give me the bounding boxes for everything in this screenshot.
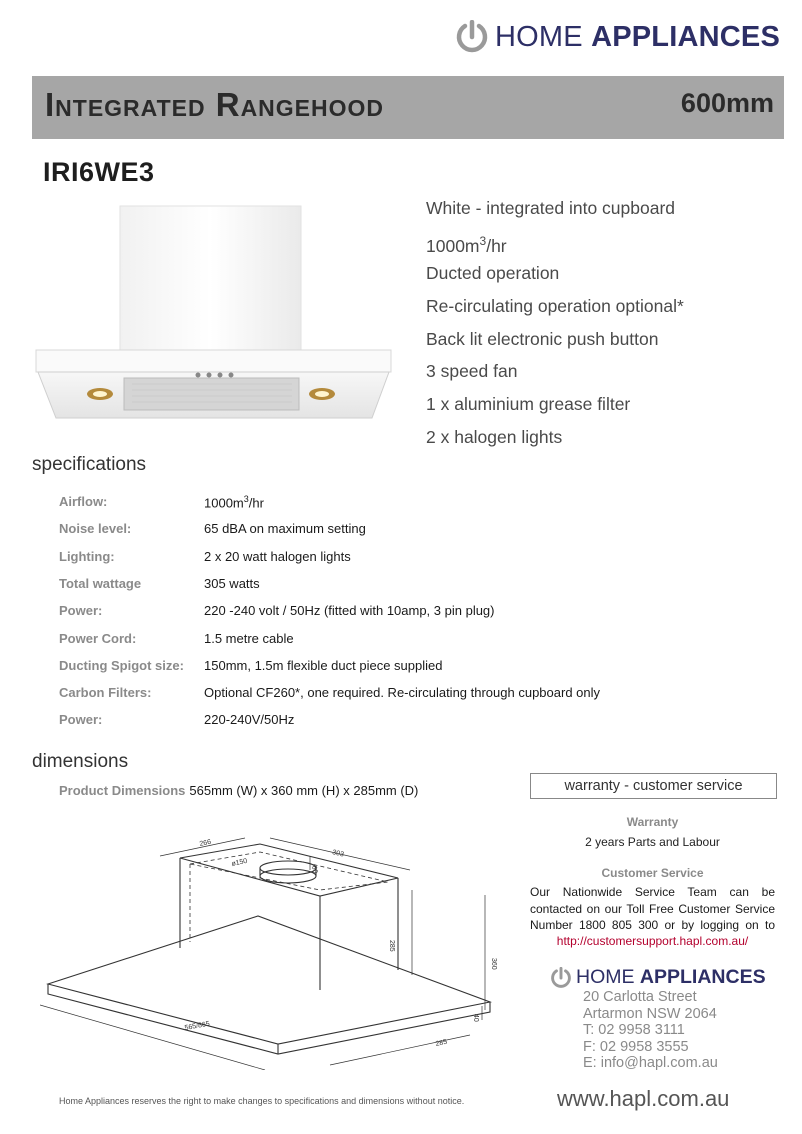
product-size: 600mm	[680, 88, 774, 118]
title-banner	[32, 76, 784, 139]
feature-item: White - integrated into cupboard	[426, 198, 676, 218]
feature-item: $1000m^3/hr$	[426, 233, 507, 256]
address-suburb: Artarmon NSW 2064	[583, 1005, 717, 1022]
feature-item: 1 x aluminium grease filter	[426, 394, 631, 415]
footer-note: Home Appliances reserves the right to make changes to specifications and dimensions without notice.	[59, 1096, 465, 1106]
svg-text:360: 360	[490, 958, 497, 970]
warranty-text: 2 years Parts and Labour	[585, 835, 720, 849]
feature-item: Back lit electronic push button	[426, 328, 659, 349]
customer-service-heading: Customer Service	[601, 866, 704, 880]
svg-text:303: 303	[331, 849, 345, 859]
svg-text:266: 266	[198, 838, 212, 848]
svg-text:285: 285	[388, 940, 395, 952]
feature-item: Re-circulating operation optional*	[426, 296, 684, 317]
svg-text:565/865: 565/865	[184, 1020, 211, 1032]
svg-text:285: 285	[434, 1038, 448, 1048]
svg-text:40: 40	[472, 1014, 479, 1022]
address-fax: F: 02 9958 3555	[583, 1038, 689, 1055]
feature-item: 2 x halogen lights	[426, 426, 563, 447]
address-email[interactable]: E: info@hapl.com.au	[583, 1055, 718, 1071]
specifications-heading: specifications	[32, 454, 147, 475]
address-block	[583, 989, 718, 1072]
website-link[interactable]: www.hapl.com.au	[557, 1086, 730, 1111]
warranty-heading: Warranty	[626, 815, 679, 829]
product-dimensions: Product Dimensions 565mm (W) x 360 mm (H) x 285mm (D)	[59, 783, 419, 798]
svg-text:60: 60	[310, 865, 319, 875]
product-image	[32, 200, 397, 430]
feature-item: 3 speed fan	[426, 361, 518, 382]
svg-text:ø150: ø150	[230, 857, 249, 868]
power-icon	[550, 967, 572, 989]
address-street: 20 Carlotta Street	[583, 989, 697, 1005]
model-number: IRI6WE3	[43, 157, 155, 187]
product-title: Integrated Rangehood	[45, 86, 385, 123]
brand-name: HOME APPLIANCES	[495, 20, 780, 53]
brand-name: HOME APPLIANCES	[576, 966, 766, 988]
customer-service-text: Our Nationwide Service Team can be contacted on our Toll Free Customer Service Number 1800 805 300 or by logging on to	[530, 885, 775, 932]
spec-table: Airflow: $1000m^3/hr$ Noise level: 65 dBA on maximum setting Lighting: 2 x 20 watt halogen lights Total wattage 305 watts Power: 220 -240 volt / 50Hz (fitted with 10amp, 3 pin plug) Power Cord: 1.5 metre cable Ducting Spigot size: 150mm, 1.5m flexible duct piece supplied Carbon Filters: Optional CF260*, one required. Re-circulating through cupboard only Power: 220-240V/50Hz	[59, 494, 601, 728]
power-icon	[455, 20, 489, 54]
brand-logo	[455, 20, 780, 54]
feature-item: Ducted operation	[426, 263, 560, 284]
dimensions-heading: dimensions	[32, 751, 129, 772]
address-phone: T: 02 9958 3111	[583, 1022, 685, 1038]
feature-list	[426, 195, 786, 457]
support-link[interactable]: http://customersupport.hapl.com.au/	[556, 934, 749, 948]
brand-logo-small	[550, 966, 766, 989]
dimension-drawing	[40, 830, 500, 1070]
warranty-box: warranty - customer service	[530, 773, 777, 799]
